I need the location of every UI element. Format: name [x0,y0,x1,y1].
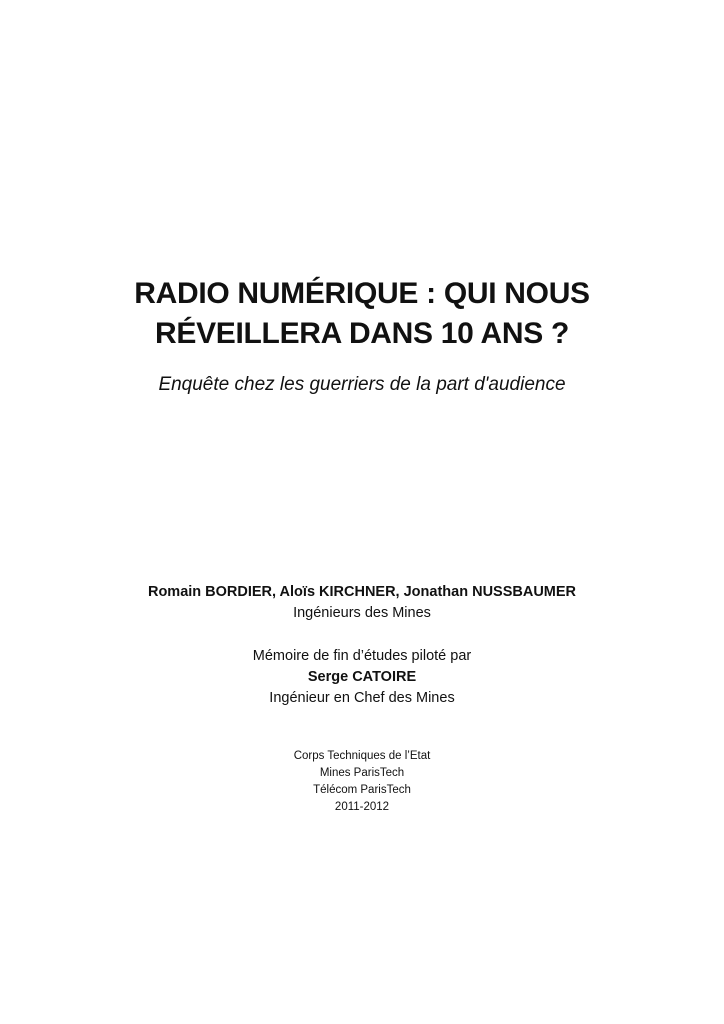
supervisor-name: Serge CATOIRE [307,669,417,685]
title-line-1: RADIO NUMÉRIQUE : QUI NOUS [134,277,590,310]
authors-block [0,582,724,624]
title-line-2: RÉVEILLERA DANS 10 ANS ? [155,317,569,350]
document-title [0,274,724,354]
supervisor-role: Ingénieur en Chef des Mines [269,690,455,706]
institution-line: Corps Techniques de l’Etat [293,750,431,762]
supervision-intro: Mémoire de fin d’études piloté par [252,648,472,664]
authors-names: Romain BORDIER, Aloïs KIRCHNER, Jonathan NUSSBAUMER [147,584,577,600]
supervision-block [0,646,724,709]
institution-line: Télécom ParisTech [313,784,411,796]
academic-year: 2011-2012 [334,801,390,813]
authors-role: Ingénieurs des Mines [293,605,431,621]
institutions-block [0,748,724,816]
document-subtitle: Enquête chez les guerriers de la part d'audience [158,374,566,395]
institution-line: Mines ParisTech [319,767,405,779]
